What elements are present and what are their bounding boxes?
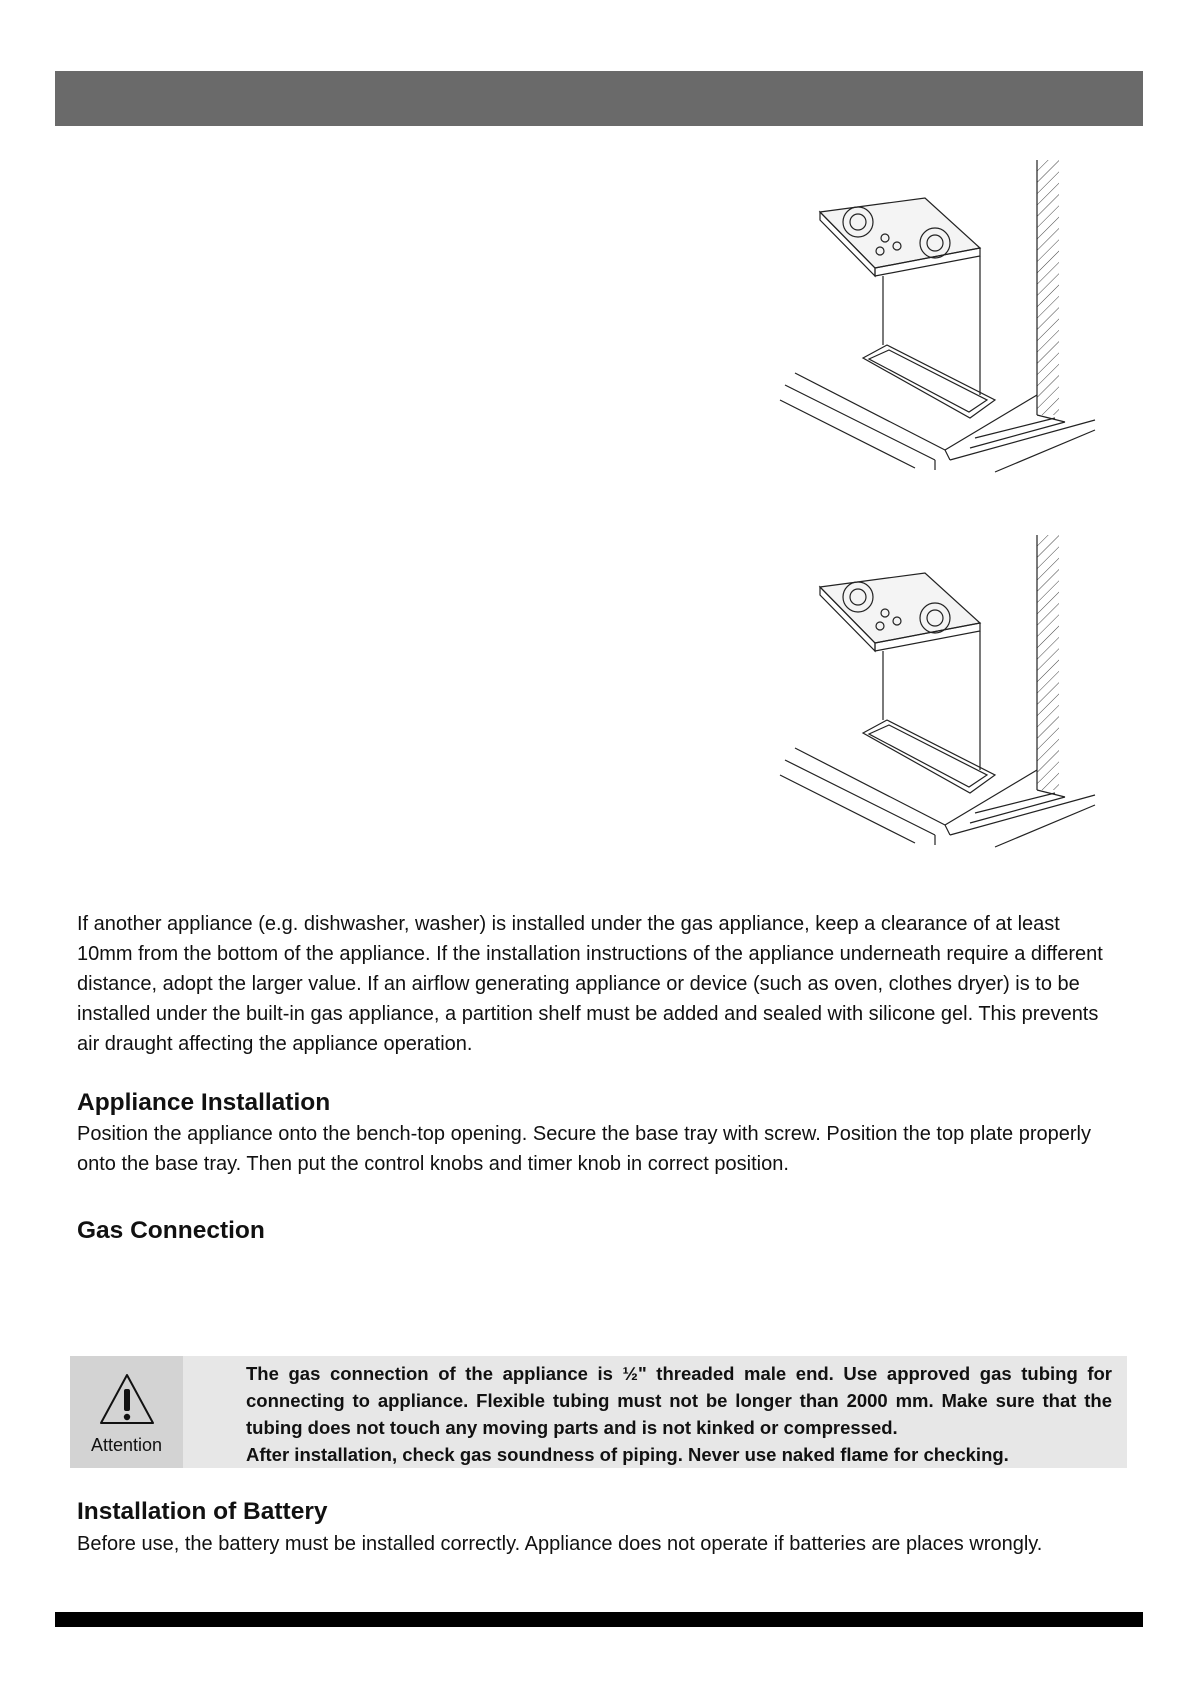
installation-diagram-clearance bbox=[765, 160, 1125, 510]
attention-icon-cell bbox=[70, 1356, 183, 1468]
installation-diagram-partition-shelf bbox=[765, 535, 1125, 890]
installation-of-battery-heading: Installation of Battery bbox=[77, 1498, 328, 1525]
gas-connection-heading: Gas Connection bbox=[77, 1217, 265, 1244]
attention-box bbox=[70, 1356, 1127, 1468]
attention-text bbox=[246, 1360, 1112, 1468]
footer-bar bbox=[55, 1612, 1143, 1627]
warning-triangle-icon bbox=[97, 1369, 157, 1429]
attention-line-2: After installation, check gas soundness of piping. Never use naked flame for checking. bbox=[246, 1444, 1009, 1465]
installation-of-battery-body: Before use, the battery must be installed correctly. Appliance does not operate if batteries are places wrongly. bbox=[77, 1533, 1043, 1555]
header-bar bbox=[55, 71, 1143, 126]
appliance-installation-heading: Appliance Installation bbox=[77, 1089, 331, 1116]
intro-paragraph: If another appliance (e.g. dishwasher, washer) is installed under the gas appliance, keep a clearance of at least 10mm from the bottom of the appliance. If the installation instructions of the appliance underneath require a different distance, adopt the larger value. If an airflow generating appliance or device (such as oven, clothes dryer) is to be installed under the built-in gas appliance, a partition shelf must be added and sealed with silicone gel. This prevents air draught affecting the appliance operation. bbox=[77, 913, 1103, 1055]
attention-label: Attention bbox=[90, 1435, 163, 1455]
appliance-installation-body: Position the appliance onto the bench-top opening. Secure the base tray with screw. Position the top plate properly onto the base tray. Then put the control knobs and timer knob in correct position. bbox=[77, 1123, 1091, 1175]
attention-line-1: The gas connection of the appliance is ½" threaded male end. Use approved gas tubing for connecting to appliance. Flexible tubing must not be longer than 2000 mm. Make sure that the tubing does not touch any moving parts and is not kinked or compressed. bbox=[246, 1363, 1112, 1438]
